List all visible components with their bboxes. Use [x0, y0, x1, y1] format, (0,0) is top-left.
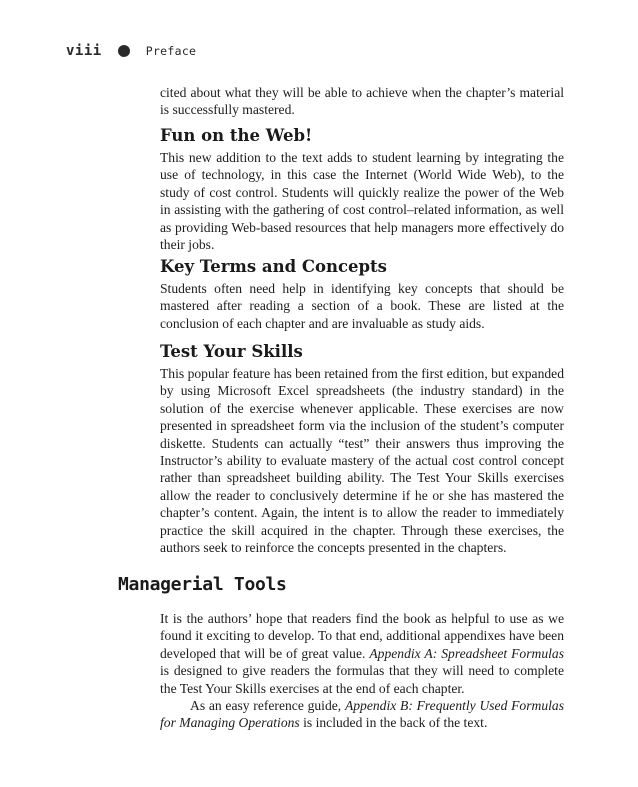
managerial-paragraph-1 [160, 610, 564, 697]
appendix-a-title: Appendix A: Spreadsheet Formulas [369, 645, 565, 661]
text-run: It is the authors’ hope that readers find the book as helpful to use as we found it exciting to develop. To that end, additional appendixes have been developed that will be of great value. [160, 611, 564, 661]
text-run: As an easy reference guide, [190, 698, 345, 714]
managerial-tools-heading: Managerial Tools [118, 574, 287, 595]
section-key-terms [160, 256, 564, 332]
section-paragraph: This popular feature has been retained from the first edition, but expanded by using Microsoft Excel spreadsheets (the industry standard) in the solution of the exercise whenever applicable. These exercises are now presented in spreadsheet form via the inclusion of the student’s computer diskette. Students can actually “test” their answers thus improving the Instructor’s ability to evaluate mastery of the actual cost control concept rather than spreadsheet building ability. The Test Your Skills exercises allow the reader to conclusively determine if he or she has mastered the chapter’s content. Again, the intent is to allow the reader to immediately practice the skill acquired in the chapter. Through these exercises, the authors seek to reinforce the concepts presented in the chapters. [160, 366, 564, 556]
running-head-section: Preface [145, 44, 197, 58]
managerial-paragraph-2 [160, 697, 564, 732]
section-test-your-skills [160, 341, 564, 556]
section-heading: Key Terms and Concepts [160, 257, 387, 276]
text-run: is designed to give readers the formulas that they will need to complete the Test Your Skills exercises at the end of each chapter. [160, 663, 564, 696]
intro-paragraph: cited about what they will be able to achieve when the chapter’s material is successfully mastered. [160, 85, 564, 118]
section-paragraph: This new addition to the text adds to student learning by integrating the use of technology, in this case the Internet (World Wide Web), to the study of cost control. Students will quickly realize the power of the Web in assisting with the gathering of cost control–related information, as well as providing Web-based resources that help managers more effectively do their jobs. [160, 150, 564, 253]
bullet-dot-icon [118, 45, 130, 57]
section-heading: Fun on the Web! [160, 126, 313, 145]
section-heading: Test Your Skills [160, 342, 303, 361]
section-paragraph: Students often need help in identifying key concepts that should be mastered after reading a section of a book. These are listed at the conclusion of each chapter and are invaluable as study aids. [160, 281, 564, 331]
managerial-tools-body [160, 610, 564, 732]
section-fun-on-the-web [160, 125, 564, 253]
text-run: is included in the back of the text. [299, 715, 488, 731]
page-number: viii [66, 43, 102, 59]
running-head [66, 41, 196, 61]
intro-block [160, 84, 564, 119]
appendix-b-title: Appendix B: Frequently Used Formulas for Managing Operations [160, 698, 564, 731]
